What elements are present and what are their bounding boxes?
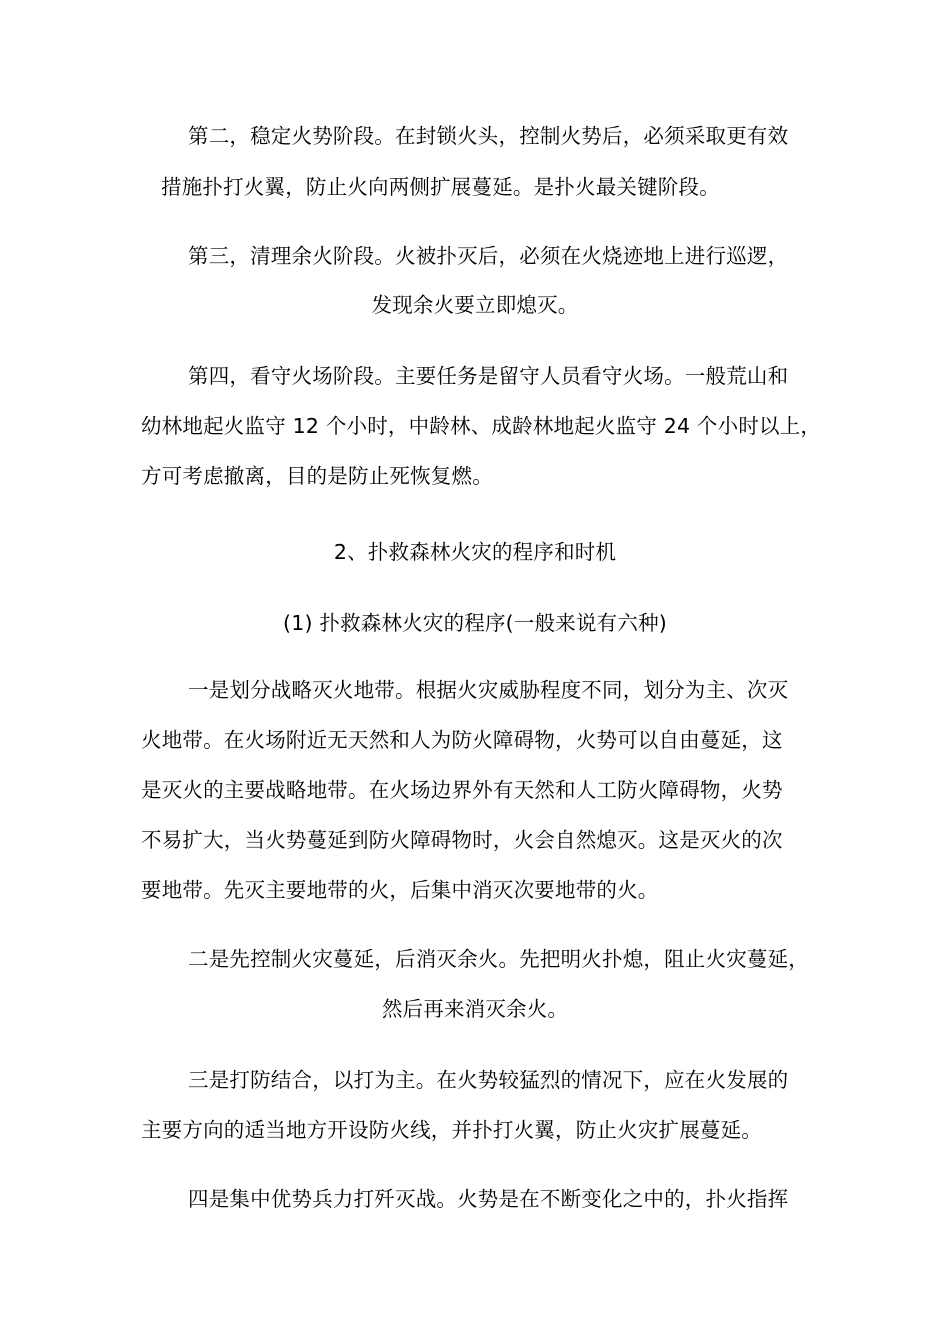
paragraph-line: 二是先控制火灾蔓延，后消灭余火。先把明火扑熄，阻止火灾蔓延， xyxy=(188,947,809,971)
paragraph-line: 发现余火要立即熄灭。 xyxy=(371,293,579,317)
paragraph-line: 是灭火的主要战略地带。在火场边界外有天然和人工防火障碍物，火势 xyxy=(141,778,783,802)
subsection-heading: (1) 扑救森林火灾的程序(一般来说有六种) xyxy=(283,611,667,635)
paragraph-line: 四是集中优势兵力打歼灭战。火势是在不断变化之中的，扑火指挥 xyxy=(188,1187,789,1211)
paragraph-line: 主要方向的适当地方开设防火线，并扑打火翼，防止火灾扩展蔓延。 xyxy=(141,1118,762,1142)
paragraph-line: 第三，清理余火阶段。火被扑灭后，必须在火烧迹地上进行巡逻， xyxy=(188,244,789,268)
paragraph-line: 一是划分战略灭火地带。根据火灾威胁程度不同，划分为主、次灭 xyxy=(188,678,789,702)
paragraph-line: 要地带。先灭主要地带的火，后集中消灭次要地带的火。 xyxy=(141,878,659,902)
section-heading: 2、扑救森林火灾的程序和时机 xyxy=(333,540,617,564)
paragraph-line: 方可考虑撤离，目的是防止死恢复燃。 xyxy=(141,464,493,488)
paragraph-line: 不易扩大，当火势蔓延到防火障碍物时，火会自然熄灭。这是灭火的次 xyxy=(141,828,783,852)
paragraph-line: 然后再来消灭余火。 xyxy=(381,997,569,1021)
paragraph-line: 第二，稳定火势阶段。在封锁火头，控制火势后，必须采取更有效 xyxy=(188,124,789,148)
paragraph-line: 幼林地起火监守 12 个小时，中龄林、成龄林地起火监守 24 个小时以上， xyxy=(141,414,822,438)
paragraph-line: 三是打防结合，以打为主。在火势较猛烈的情况下，应在火发展的 xyxy=(188,1068,789,1092)
paragraph-line: 火地带。在火场附近无天然和人为防火障碍物，火势可以自由蔓延，这 xyxy=(141,728,783,752)
paragraph-line: 措施扑打火翼，防止火向两侧扩展蔓延。是扑火最关键阶段。 xyxy=(161,175,720,199)
paragraph-line: 第四，看守火场阶段。主要任务是留守人员看守火场。一般荒山和 xyxy=(188,364,789,388)
